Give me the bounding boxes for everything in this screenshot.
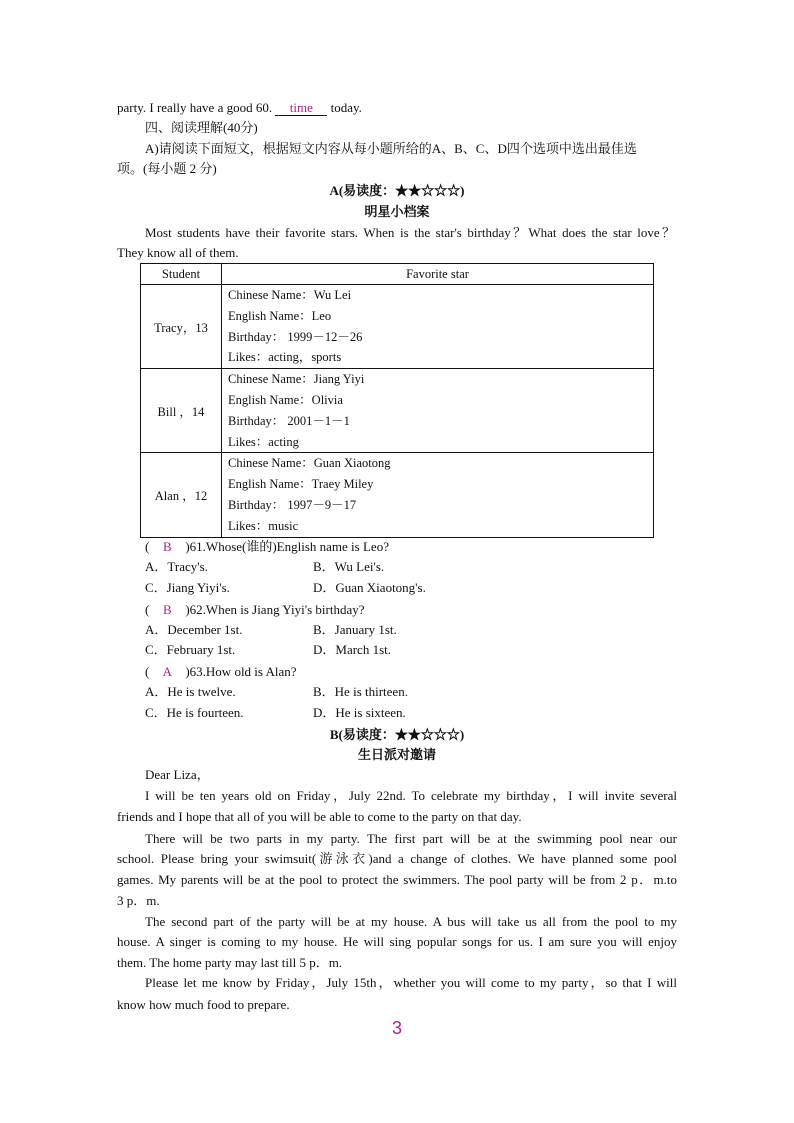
answer-63: A	[162, 664, 173, 679]
option-61-b: B．Wu Lei's.	[313, 559, 385, 574]
part-a-intro-1: Most students have their favorite stars. When is the star's birthday？What does the star love？	[145, 225, 675, 240]
star-info-cell	[222, 369, 654, 453]
table-row	[141, 453, 654, 537]
answer-60: time	[275, 101, 327, 116]
option-63-a: A．He is twelve.	[145, 684, 236, 699]
info-line: Likes：acting	[228, 434, 299, 449]
letter-line: I will be ten years old on Friday，July 22nd. To celebrate my birthday，I will invite several	[145, 788, 677, 803]
question-62: ( B )62.When is Jiang Yiyi's birthday?	[145, 602, 365, 617]
instruction-line-1: A)请阅读下面短文，根据短文内容从每小题所给的A、B、C、D四个选项中选出最佳选	[145, 141, 637, 156]
option-62-d: D．March 1st.	[313, 642, 391, 657]
letter-line: know how much food to prepare.	[117, 997, 290, 1012]
info-line: Birthday： 1999－12－26	[228, 329, 363, 344]
info-line: Birthday： 1997－9－17	[228, 497, 357, 512]
option-63-d: D．He is sixteen.	[313, 705, 406, 720]
option-63-c: C．He is fourteen.	[145, 705, 244, 720]
answer-61: B	[163, 539, 172, 554]
letter-line: The second part of the party will be at my house. A bus will take us all from the pool to my	[145, 914, 677, 929]
part-a-label: A(易读度：★★☆☆☆)	[329, 183, 465, 198]
info-line: English Name：Olivia	[228, 392, 343, 407]
info-line: English Name：Leo	[228, 308, 332, 323]
page-number: 3	[391, 1018, 402, 1038]
option-62-a: A．December 1st.	[145, 622, 243, 637]
question-62-stem: )62.When is Jiang Yiyi's birthday?	[185, 602, 365, 617]
letter-line: There will be two parts in my party. The first part will be at the swimming pool near our	[145, 831, 677, 846]
instruction-line-2: 项。(每小题 2 分)	[117, 161, 217, 176]
option-61-a: A．Tracy's.	[145, 559, 208, 574]
letter-line: Please let me know by Friday，July 15th，whether you will come to my party，so that I will	[145, 975, 677, 990]
info-line: Birthday： 2001－1－1	[228, 413, 350, 428]
option-61-c: C．Jiang Yiyi's.	[145, 580, 230, 595]
student-cell: Alan ，12	[141, 453, 222, 537]
question-61-stem: )61.Whose(谁的)English name is Leo?	[185, 539, 389, 554]
header-student: Student	[141, 264, 222, 285]
section-title: 四、阅读理解(40分)	[145, 120, 258, 135]
letter-line: school. Please bring your swimsuit(游泳衣)and a change of clothes. We have planned some pool	[117, 851, 677, 866]
part-a-intro-2: They know all of them.	[117, 245, 239, 260]
info-line: Likes：music	[228, 518, 299, 533]
info-line: Chinese Name：Wu Lei	[228, 288, 352, 302]
option-63-b: B．He is thirteen.	[313, 684, 408, 699]
table-row	[141, 369, 654, 453]
question-63-stem: )63.How old is Alan?	[185, 664, 297, 679]
star-info-cell	[222, 285, 654, 369]
info-line: Likes：acting，sports	[228, 350, 342, 365]
option-61-d: D．Guan Xiaotong's.	[313, 580, 426, 595]
info-line: Chinese Name：Guan Xiaotong	[228, 456, 391, 471]
part-b-label: B(易读度：★★☆☆☆)	[329, 727, 465, 742]
table-row	[141, 285, 654, 369]
letter-line: house. A singer is coming to my house. He will sing popular songs for us. I am sure you will enjoy	[117, 934, 677, 949]
info-line: Chinese Name：Jiang Yiyi	[228, 372, 365, 387]
question-63: ( A )63.How old is Alan?	[145, 664, 297, 679]
letter-line: them. The home party may last till 5 p．m.	[117, 955, 343, 970]
question-61: ( B )61.Whose(谁的)English name is Leo?	[145, 539, 389, 554]
info-line: English Name：Traey Miley	[228, 477, 374, 492]
part-b-title: 生日派对邀请	[357, 747, 436, 762]
option-62-c: C．February 1st.	[145, 642, 236, 657]
letter-line: games. My parents will be at the pool to protect the swimmers. The pool party will be from 2 p．m.to	[117, 872, 677, 887]
star-info-cell	[222, 453, 654, 537]
top-line	[117, 99, 362, 117]
letter-line: 3 p．m.	[117, 893, 160, 908]
header-favorite-star: Favorite star	[222, 264, 654, 285]
star-table	[140, 263, 654, 538]
part-a-title: 明星小档案	[364, 204, 430, 219]
student-cell: Bill ，14	[141, 369, 222, 453]
option-62-b: B．January 1st.	[313, 622, 397, 637]
top-line-after: today.	[330, 100, 362, 115]
letter-line: friends and I hope that all of you will be able to come to the party on that day.	[117, 809, 522, 824]
letter-greeting: Dear Liza，	[145, 767, 210, 782]
student-cell: Tracy，13	[141, 285, 222, 369]
top-line-before: party. I really have a good 60.	[117, 100, 273, 115]
answer-62: B	[163, 602, 172, 617]
